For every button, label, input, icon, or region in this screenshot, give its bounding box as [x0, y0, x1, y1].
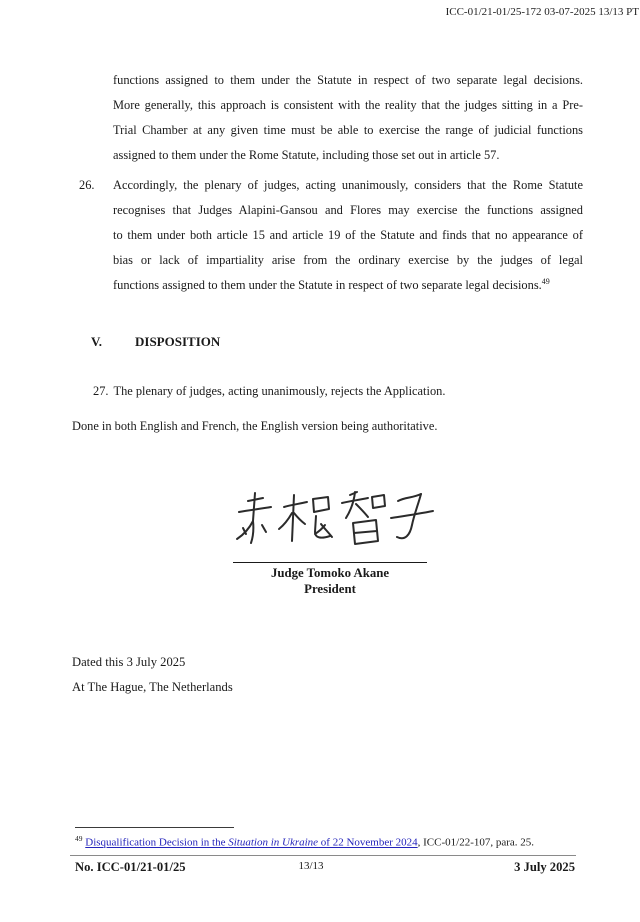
- header-stamp: ICC-01/21-01/25-172 03-07-2025 13/13 PT: [445, 6, 639, 18]
- paragraph-line: functions assigned to them under the Statute in respect of two separate legal decisions.: [113, 73, 583, 87]
- paragraph-27-number: 27.: [93, 384, 109, 398]
- footnote-tail: , ICC-01/22-107, para. 25.: [417, 836, 535, 849]
- paragraph-line: functions assigned to them under the Statute in respect of two separate legal decisions.$^{49}$: [113, 276, 550, 292]
- heading-number: V.: [91, 334, 102, 349]
- section-heading: [91, 334, 220, 350]
- closing-statement: Done in both English and French, the English version being authoritative.: [72, 419, 438, 433]
- footer-date: 3 July 2025: [514, 860, 575, 874]
- footer-rule: [70, 855, 576, 856]
- signature-line: [233, 562, 427, 563]
- paragraph-line: bias or lack of impartiality arise from the ordinary exercise by the judges of legal: [113, 253, 583, 267]
- paragraph-line: Trial Chamber at any given time must be able to exercise the range of judicial functions: [113, 123, 583, 137]
- heading-title: DISPOSITION: [135, 334, 221, 349]
- paragraph-line: recognises that Judges Alapini-Gansou and Flores may exercise the functions assigned: [113, 203, 583, 217]
- paragraph-continuation: [113, 68, 583, 168]
- paragraph-line: assigned to them under the Rome Statute, including those set out in article 57.: [113, 148, 500, 162]
- place-line: At The Hague, The Netherlands: [72, 679, 233, 694]
- signature-handwriting: [228, 488, 448, 558]
- footnote-separator: [75, 827, 234, 828]
- footer-page-number: 13/13: [298, 860, 324, 872]
- signatory-block: [215, 565, 445, 597]
- page-footer: [75, 860, 575, 875]
- paragraph-line: Accordingly, the plenary of judges, acting unanimously, considers that the Rome Statute: [113, 178, 583, 192]
- footnote-reference: 49: [541, 276, 550, 286]
- paragraph-26: [113, 173, 583, 298]
- footnote: [75, 832, 615, 850]
- paragraph-27: [93, 379, 445, 404]
- signatory-title: President: [304, 582, 356, 596]
- paragraph-line: to them under both article 15 and article 19 of the Statute and finds that no appearance of: [113, 228, 583, 242]
- paragraph-27-text: The plenary of judges, acting unanimously, rejects the Application.: [113, 384, 446, 398]
- footnote-number: 49: [75, 834, 83, 843]
- dated-block: [72, 650, 233, 699]
- dated-line: Dated this 3 July 2025: [72, 655, 186, 669]
- paragraph-26-number: 26.: [79, 178, 95, 192]
- footnote-link[interactable]: Disqualification Decision in the Situation in Ukraine of 22 November 2024: [85, 836, 418, 849]
- signatory-name: Judge Tomoko Akane: [270, 566, 390, 580]
- paragraph-line: More generally, this approach is consistent with the reality that the judges sitting in a Pre-: [113, 98, 583, 112]
- footer-case-number: No. ICC-01/21-01/25: [75, 860, 186, 874]
